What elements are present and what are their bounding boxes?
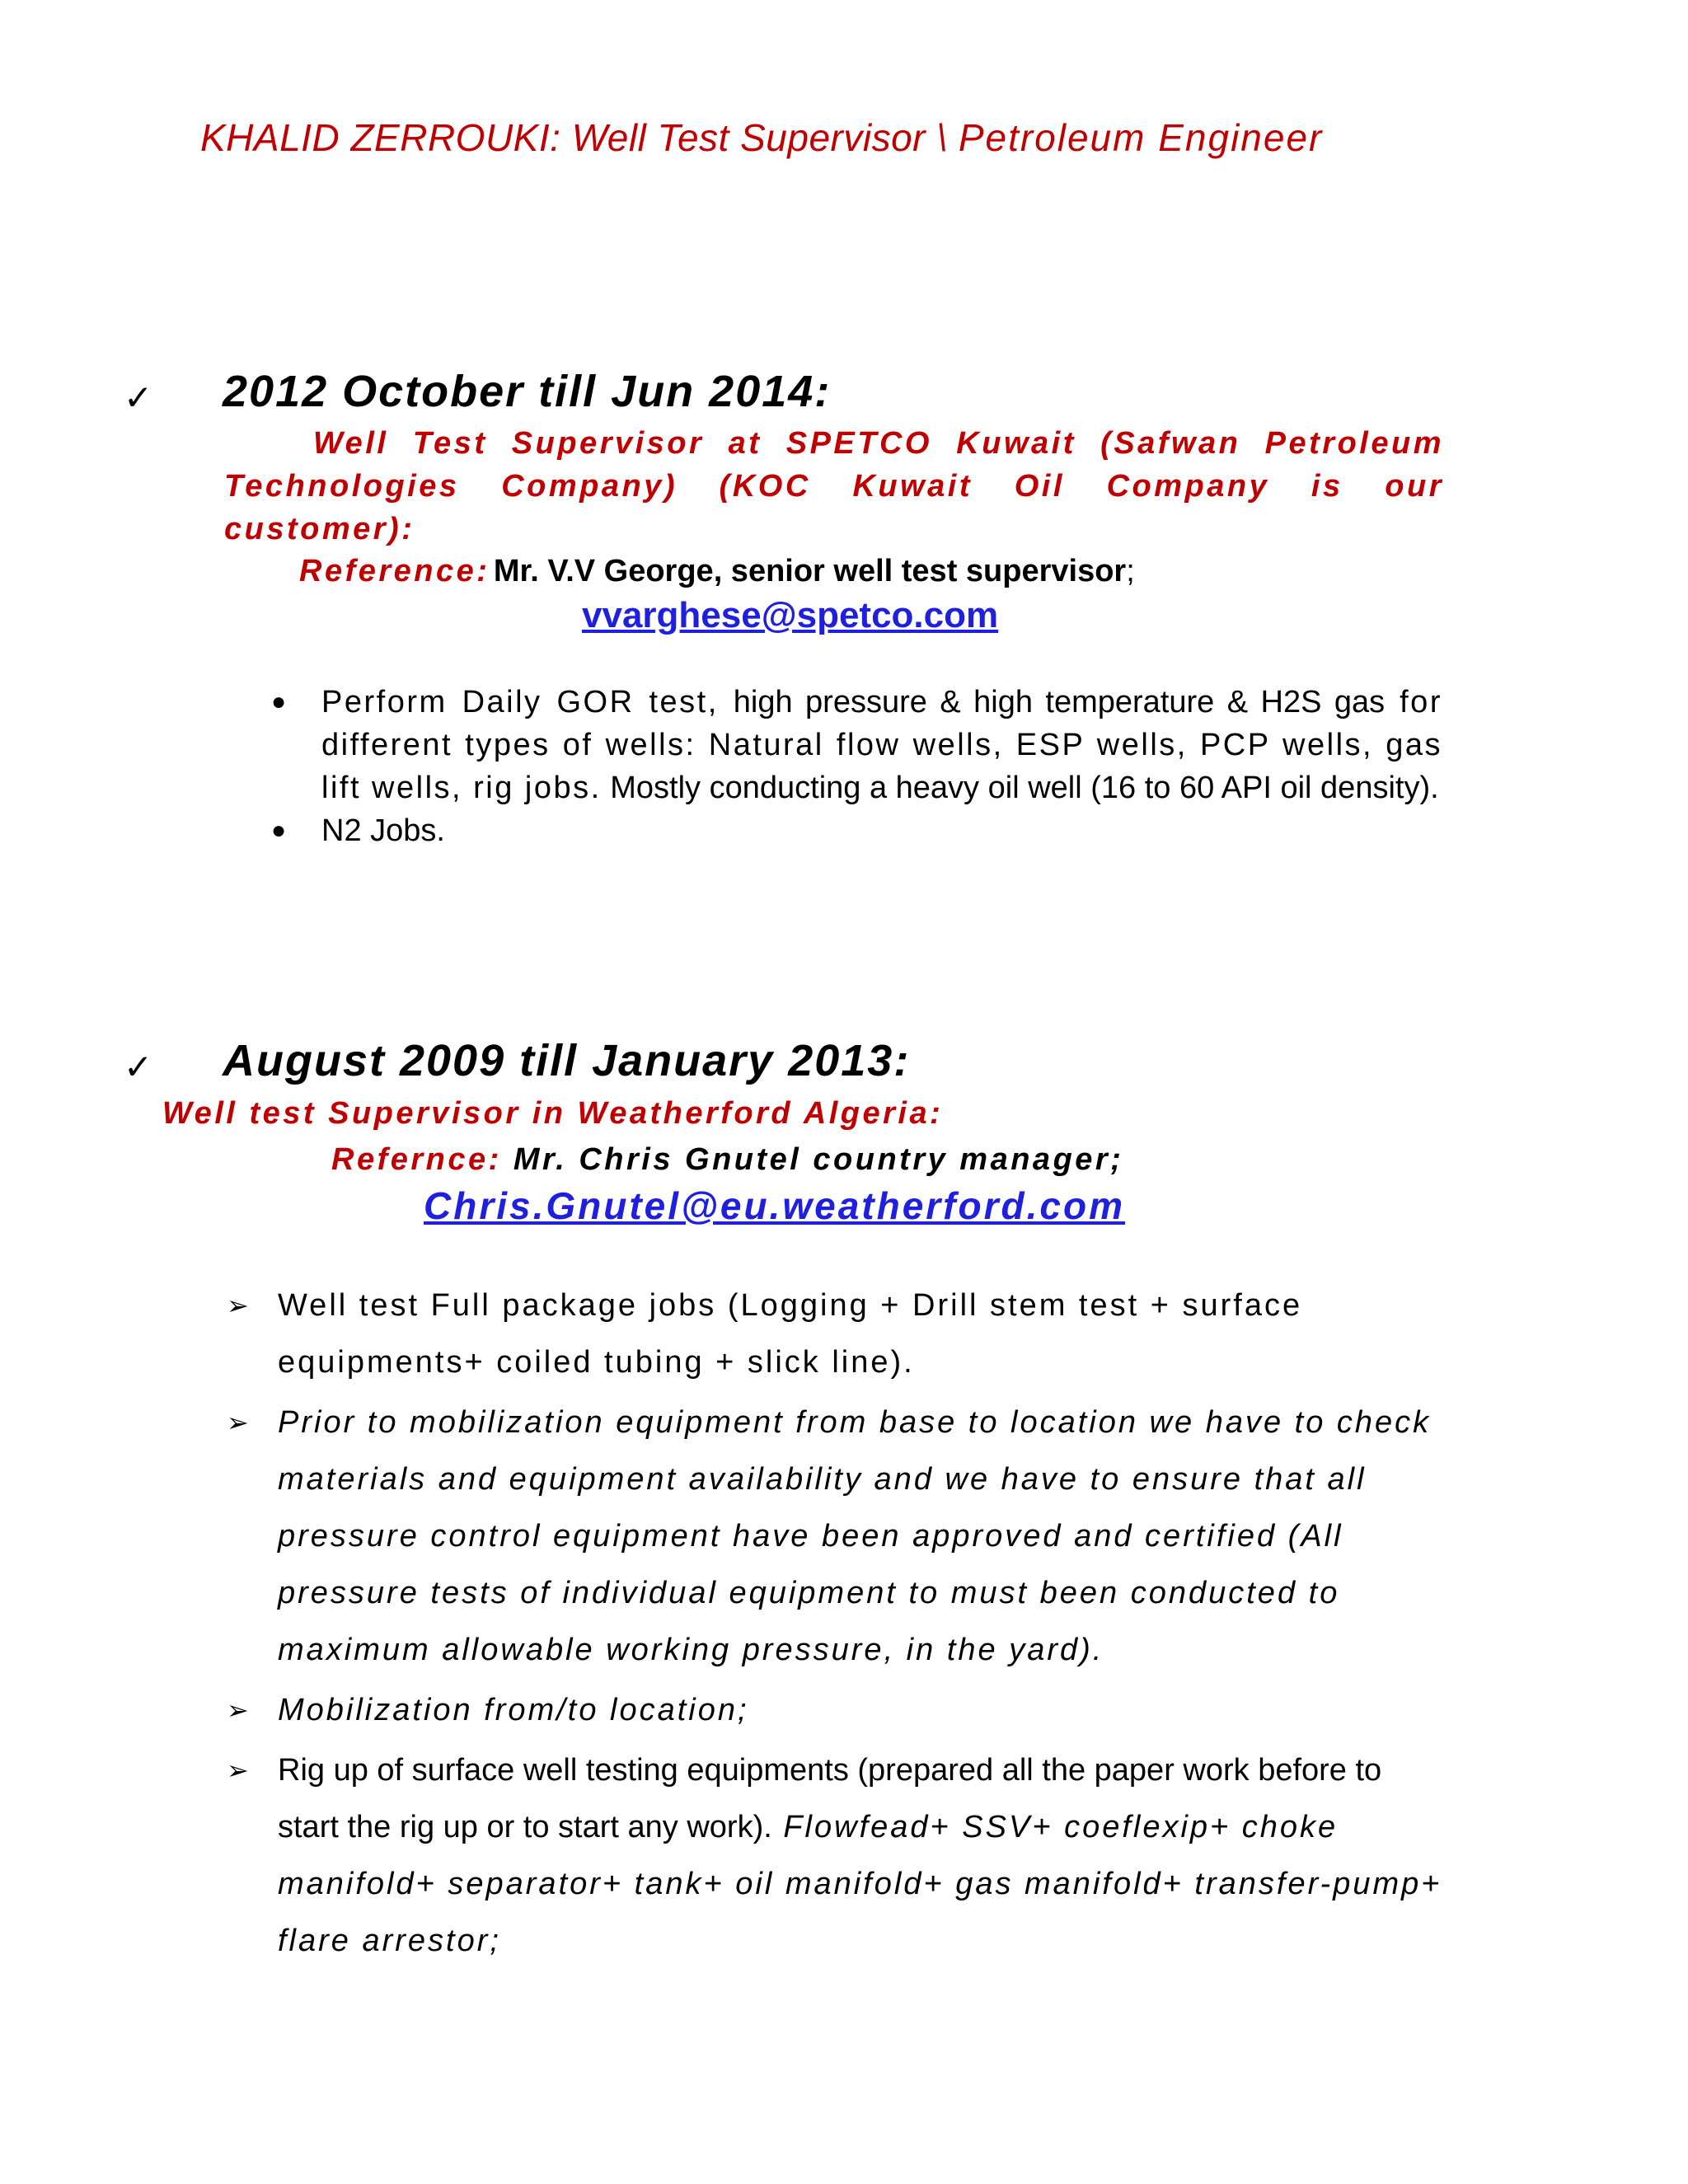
period-heading: 2012 October till Jun 2014: — [223, 367, 832, 416]
job-title-line: Technologies Company) (KOC Kuwait Oil Company is our — [224, 469, 1444, 504]
checkmark-icon: ✓ — [124, 1047, 153, 1087]
title-profession: Petroleum Engineer — [958, 116, 1324, 159]
reference-punctuation: ; — [1126, 554, 1135, 588]
checkmark-icon: ✓ — [124, 377, 153, 418]
reference-name: Mr. Chris Gnutel country manager; — [513, 1142, 1124, 1177]
job-title-line: customer): — [224, 512, 415, 546]
list-item — [268, 809, 1442, 852]
bullet-icon: ● — [271, 817, 287, 844]
item-text: Prior to mobilization equipment from base to location we have to check materials and equipment availability and we have to ensure that all pressure control equipment have been approved and certified (All pressure tests of individual equipment to must been conducted to maximum allowable working pressure, in the yard). — [278, 1405, 1432, 1667]
reference-name: Mr. V.V George, senior well test supervisor — [493, 554, 1127, 588]
arrow-bullet-icon: ➢ — [227, 1694, 249, 1726]
reference — [299, 554, 1135, 589]
list-item — [227, 1394, 1447, 1679]
arrow-bullet-icon: ➢ — [227, 1290, 249, 1321]
item-text: for different types of wells: Natural flow wells, ESP wells, PCP wells, gas lift wells, rig jobs. — [321, 685, 1442, 805]
arrow-bullet-icon: ➢ — [227, 1755, 249, 1786]
reference-label: Refernce: — [331, 1142, 502, 1177]
item-text: Mostly conducting a heavy oil well (16 to 60 API oil density). — [601, 771, 1439, 805]
title-name-role: KHALID ZERROUKI: Well Test Supervisor \ — [200, 116, 959, 159]
item-text: Rig up of surface well testing equipments (prepared all the paper work before to start the rig up or to start any work). — [278, 1753, 1382, 1844]
item-text: Well test Full package jobs (Logging + Drill stem test + surface equipments+ coiled tubing + slick line). — [278, 1288, 1303, 1380]
reference-label: Reference: — [299, 554, 490, 588]
job-title: Well test Supervisor in Weatherford Algeria: — [162, 1096, 944, 1131]
list-item — [227, 1682, 1447, 1739]
duties-list — [227, 1277, 1447, 1973]
list-item — [227, 1277, 1447, 1391]
item-text: high pressure & high temperature & H2S gas — [733, 685, 1386, 719]
list-item — [268, 681, 1442, 809]
reference — [331, 1142, 1123, 1178]
reference-email-link[interactable]: Chris.Gnutel@eu.weatherford.com — [424, 1184, 1125, 1227]
job-title-line: Well Test Supervisor at SPETCO Kuwait (Safwan Petroleum — [313, 426, 1444, 461]
item-text: N2 Jobs. — [321, 813, 445, 848]
item-text: Perform Daily GOR test, — [321, 685, 734, 719]
arrow-bullet-icon: ➢ — [227, 1407, 249, 1438]
list-item — [227, 1742, 1447, 1970]
page-title — [200, 115, 1323, 160]
duties-list — [268, 681, 1442, 852]
bullet-icon: ● — [271, 688, 288, 715]
item-text: Mobilization from/to location; — [278, 1693, 749, 1727]
item-text: Flowfead+ SSV+ coeflexip+ choke manifold+ separator+ tank+ oil manifold+ gas manifold+ transfer-pump+ flare arrestor; — [278, 1810, 1442, 1958]
job-title — [224, 422, 1444, 551]
period-heading: August 2009 till January 2013: — [223, 1036, 911, 1085]
reference-email-link[interactable]: vvarghese@spetco.com — [582, 595, 999, 635]
